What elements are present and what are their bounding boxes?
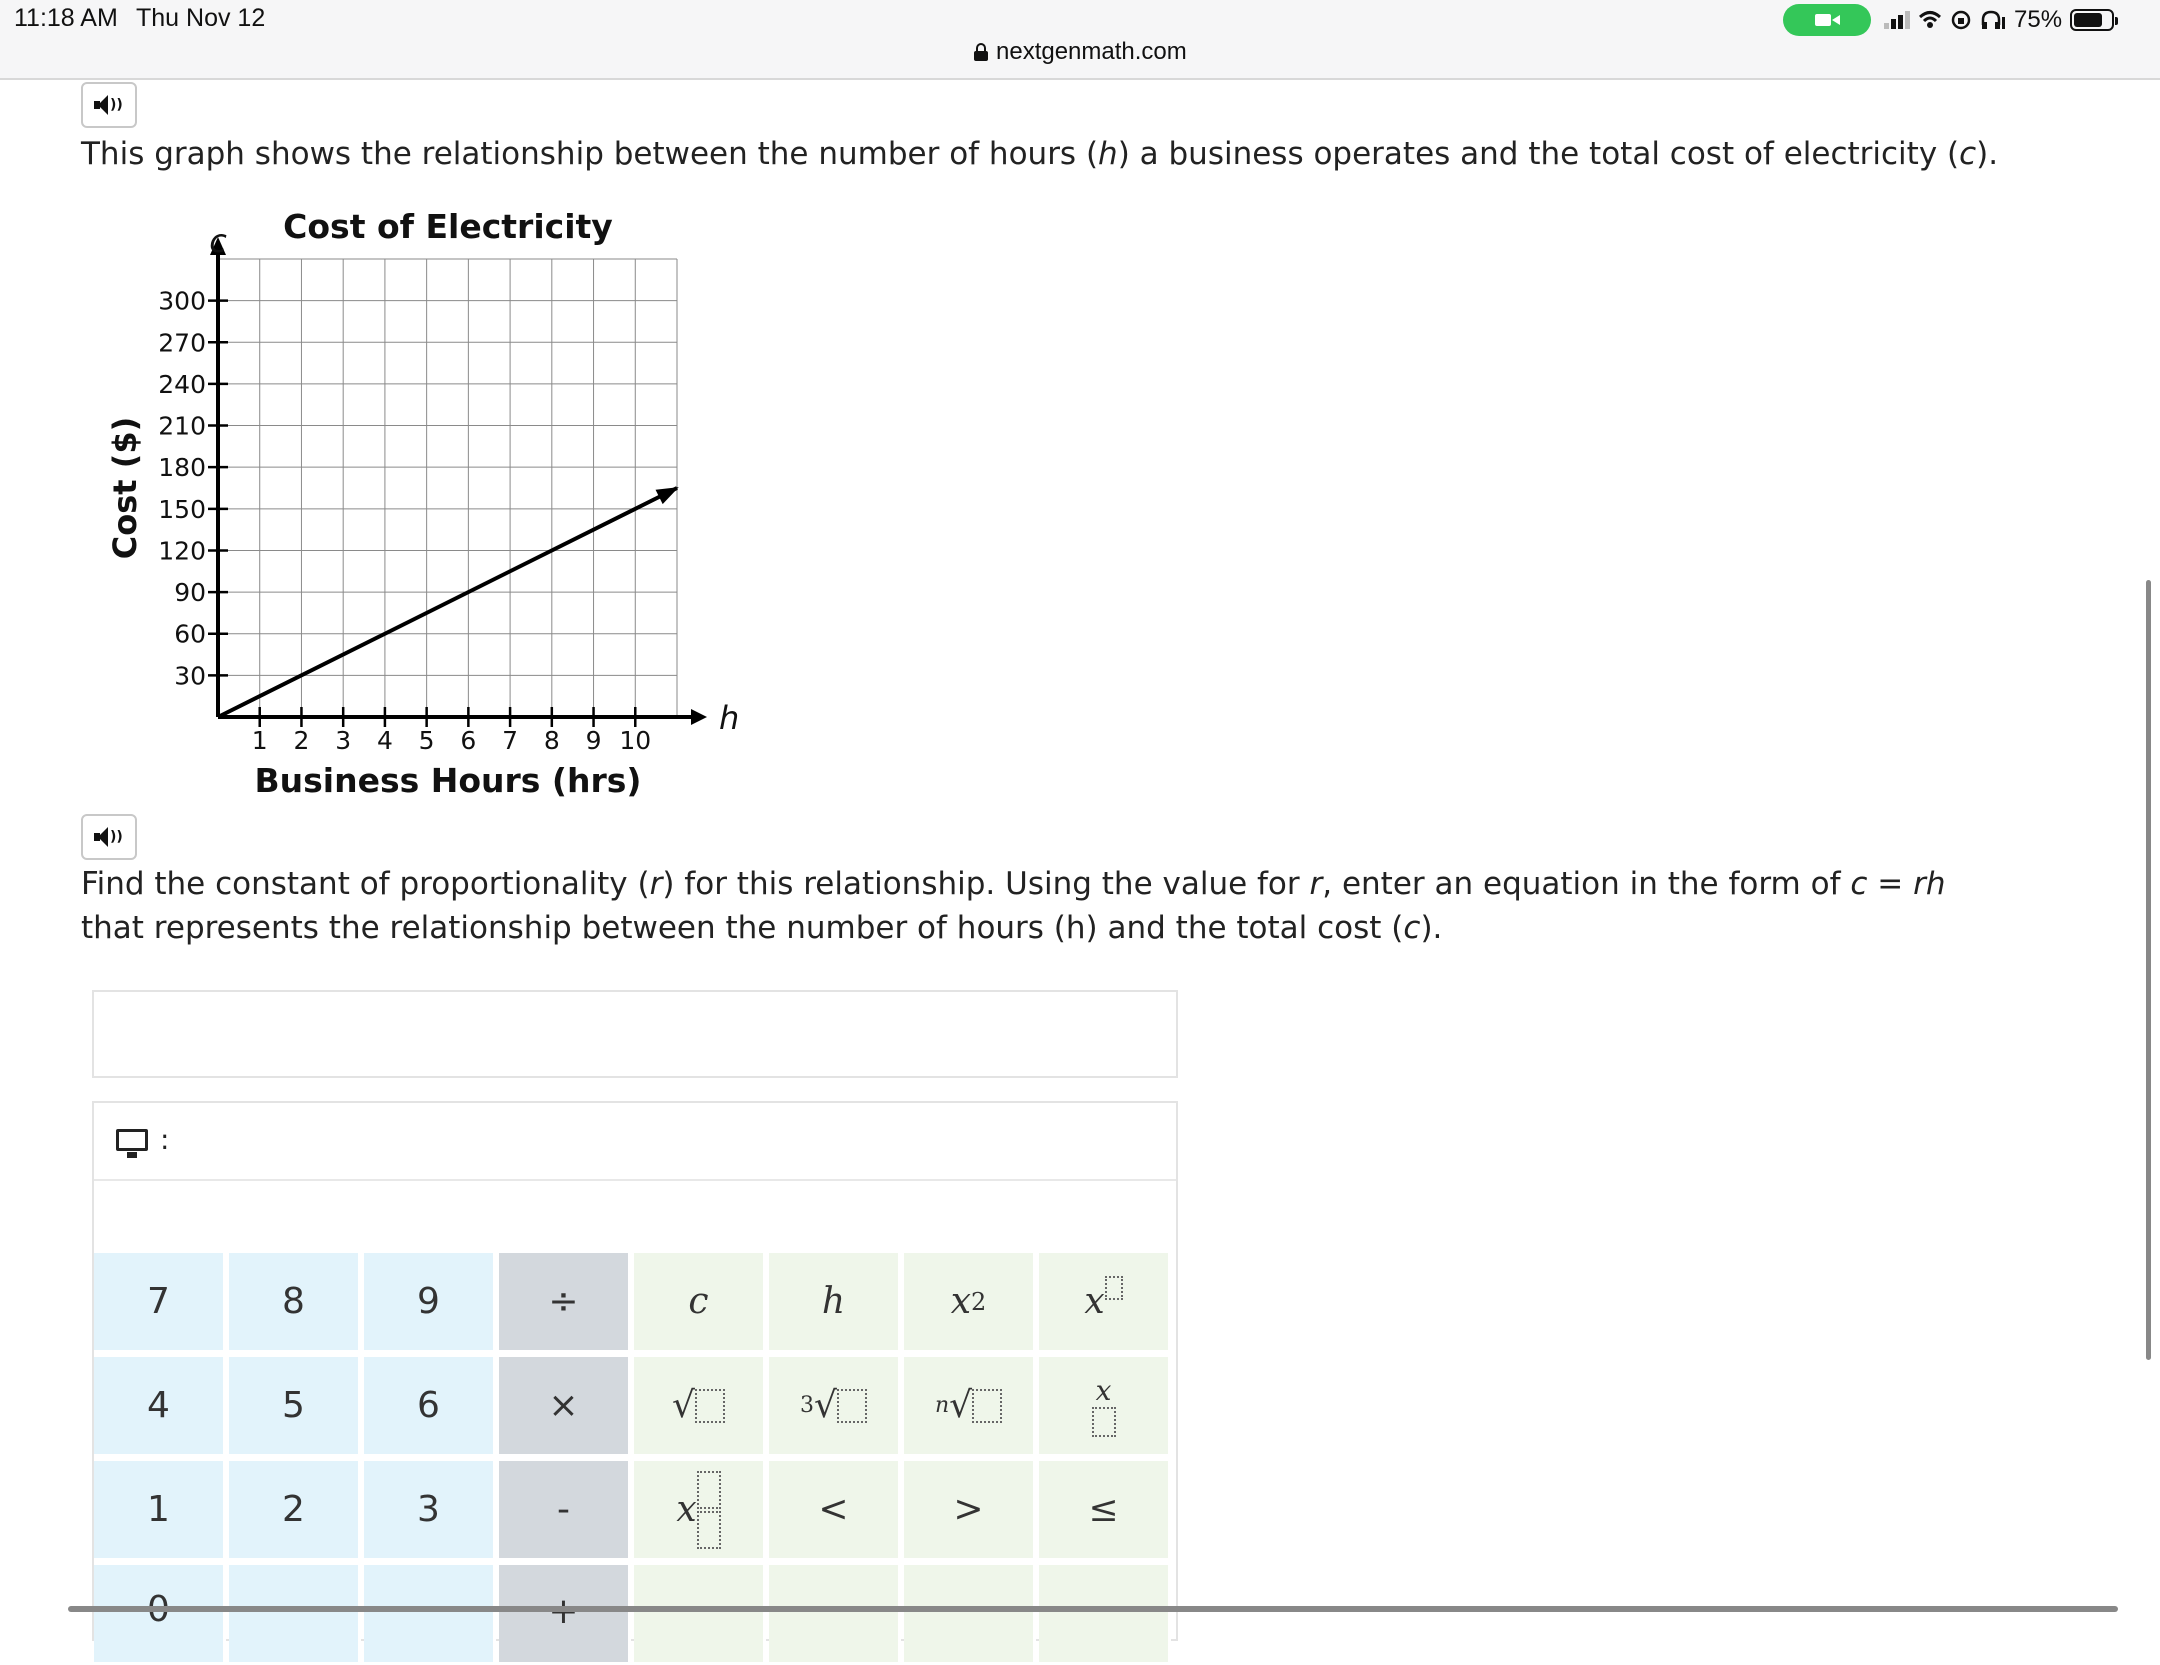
- math-keypad: [92, 1101, 1178, 1641]
- x-axis-arrow: [691, 709, 707, 725]
- key-blank-1[interactable]: [229, 1565, 361, 1665]
- key-add[interactable]: [499, 1565, 631, 1665]
- key-greater-than[interactable]: >: [904, 1461, 1036, 1561]
- status-icons: [1884, 6, 2114, 34]
- address-bar[interactable]: [974, 38, 1187, 66]
- task-line-2: that represents the relationship between the number of hours (h) and the total cost (c).: [81, 910, 1443, 946]
- x-tick-label: 9: [585, 726, 602, 755]
- battery-icon: [2070, 9, 2114, 31]
- y-tick-label: 30: [174, 661, 206, 691]
- key-x-power[interactable]: x: [1039, 1253, 1171, 1353]
- key-9[interactable]: 9: [364, 1253, 496, 1353]
- key-nth-root[interactable]: n √: [904, 1357, 1036, 1457]
- key-blank-2[interactable]: [364, 1565, 496, 1665]
- key-5[interactable]: 5: [229, 1357, 361, 1457]
- cost-of-electricity-chart: [100, 200, 740, 810]
- y-tick-label: 60: [174, 619, 206, 649]
- key-multiply[interactable]: ×: [499, 1357, 631, 1457]
- key-subscript[interactable]: x: [634, 1461, 766, 1561]
- key-fraction[interactable]: x: [1039, 1357, 1171, 1457]
- series-line-cost: [218, 488, 677, 717]
- x-tick-label: 6: [460, 726, 477, 755]
- y-tick-label: 180: [158, 453, 206, 483]
- x-tick-label: 4: [376, 726, 393, 755]
- x-tick-label: 8: [543, 726, 560, 755]
- speaker-icon: )): [92, 827, 126, 847]
- x-tick-label: 1: [251, 726, 268, 755]
- y-tick-label: 120: [158, 536, 206, 566]
- key-row4-fn-4[interactable]: [1039, 1565, 1171, 1665]
- vertical-scrollbar[interactable]: [2146, 580, 2151, 1360]
- facetime-indicator-icon[interactable]: [1783, 4, 1871, 36]
- task-line-1: Find the constant of proportionality (r) for this relationship. Using the value for r, enter an equation in the form of c = rh: [81, 866, 1946, 902]
- keypad-header: :: [94, 1103, 1176, 1181]
- read-aloud-button-1[interactable]: [81, 82, 137, 128]
- chart-title: Cost of Electricity: [283, 207, 613, 246]
- key-subtract[interactable]: -: [499, 1461, 631, 1561]
- key-divide[interactable]: ÷: [499, 1253, 631, 1353]
- y-tick-label: 150: [158, 494, 206, 524]
- horizontal-scrollbar[interactable]: [68, 1606, 2118, 1612]
- y-tick-label: 240: [158, 369, 206, 399]
- y-tick-label: 210: [158, 411, 206, 441]
- key-1[interactable]: 1: [94, 1461, 226, 1561]
- key-square-root[interactable]: √: [634, 1357, 766, 1457]
- key-h[interactable]: h: [769, 1253, 901, 1353]
- key-row4-fn-3[interactable]: [904, 1565, 1036, 1665]
- x-axis-label: Business Hours (hrs): [254, 761, 642, 800]
- x-axis-variable: h: [719, 699, 740, 737]
- key-6[interactable]: 6: [364, 1357, 496, 1457]
- signal-icon: [1884, 11, 1910, 29]
- key-less-equal[interactable]: ≤: [1039, 1461, 1171, 1561]
- key-7[interactable]: 7: [94, 1253, 226, 1353]
- x-tick-label: 3: [335, 726, 352, 755]
- clock: 11:18 AM: [14, 4, 118, 32]
- wifi-icon: [1918, 10, 1942, 30]
- x-tick-label: 7: [502, 726, 519, 755]
- key-less-than[interactable]: <: [769, 1461, 901, 1561]
- y-axis-variable: c: [209, 222, 227, 260]
- key-3[interactable]: 3: [364, 1461, 496, 1561]
- key-8[interactable]: 8: [229, 1253, 361, 1353]
- x-tick-label: 5: [418, 726, 435, 755]
- answer-input[interactable]: [92, 990, 1178, 1078]
- speaker-icon: )): [92, 95, 126, 115]
- key-row4-fn-1[interactable]: [634, 1565, 766, 1665]
- y-tick-label: 90: [174, 578, 206, 608]
- key-cube-root[interactable]: 3 √: [769, 1357, 901, 1457]
- battery-percent: 75%: [2014, 6, 2063, 33]
- monitor-icon[interactable]: [116, 1129, 148, 1151]
- status-bar: [0, 0, 2160, 80]
- x-tick-label: 2: [293, 726, 310, 755]
- question-task: [81, 862, 1945, 950]
- question-intro: This graph shows the relationship between the number of hours (h) a business operates and the total cost of electricity (c).: [81, 136, 1999, 172]
- key-row4-fn-2[interactable]: [769, 1565, 901, 1665]
- series-line-arrow: [656, 487, 679, 504]
- date: Thu Nov 12: [136, 4, 266, 32]
- orientation-lock-icon: [1950, 9, 1972, 31]
- y-tick-label: 270: [158, 328, 206, 358]
- key-x-squared[interactable]: x 2: [904, 1253, 1036, 1353]
- read-aloud-button-2[interactable]: [81, 814, 137, 860]
- key-c[interactable]: c: [634, 1253, 766, 1353]
- key-2[interactable]: 2: [229, 1461, 361, 1561]
- key-0[interactable]: [94, 1565, 226, 1665]
- y-tick-label: 300: [158, 286, 206, 316]
- x-tick-label: 10: [619, 726, 652, 755]
- lock-icon: [974, 43, 988, 61]
- url-text: nextgenmath.com: [996, 38, 1187, 65]
- headphones-icon: [1980, 9, 2006, 31]
- key-4[interactable]: 4: [94, 1357, 226, 1457]
- y-axis-label: Cost ($): [106, 416, 144, 560]
